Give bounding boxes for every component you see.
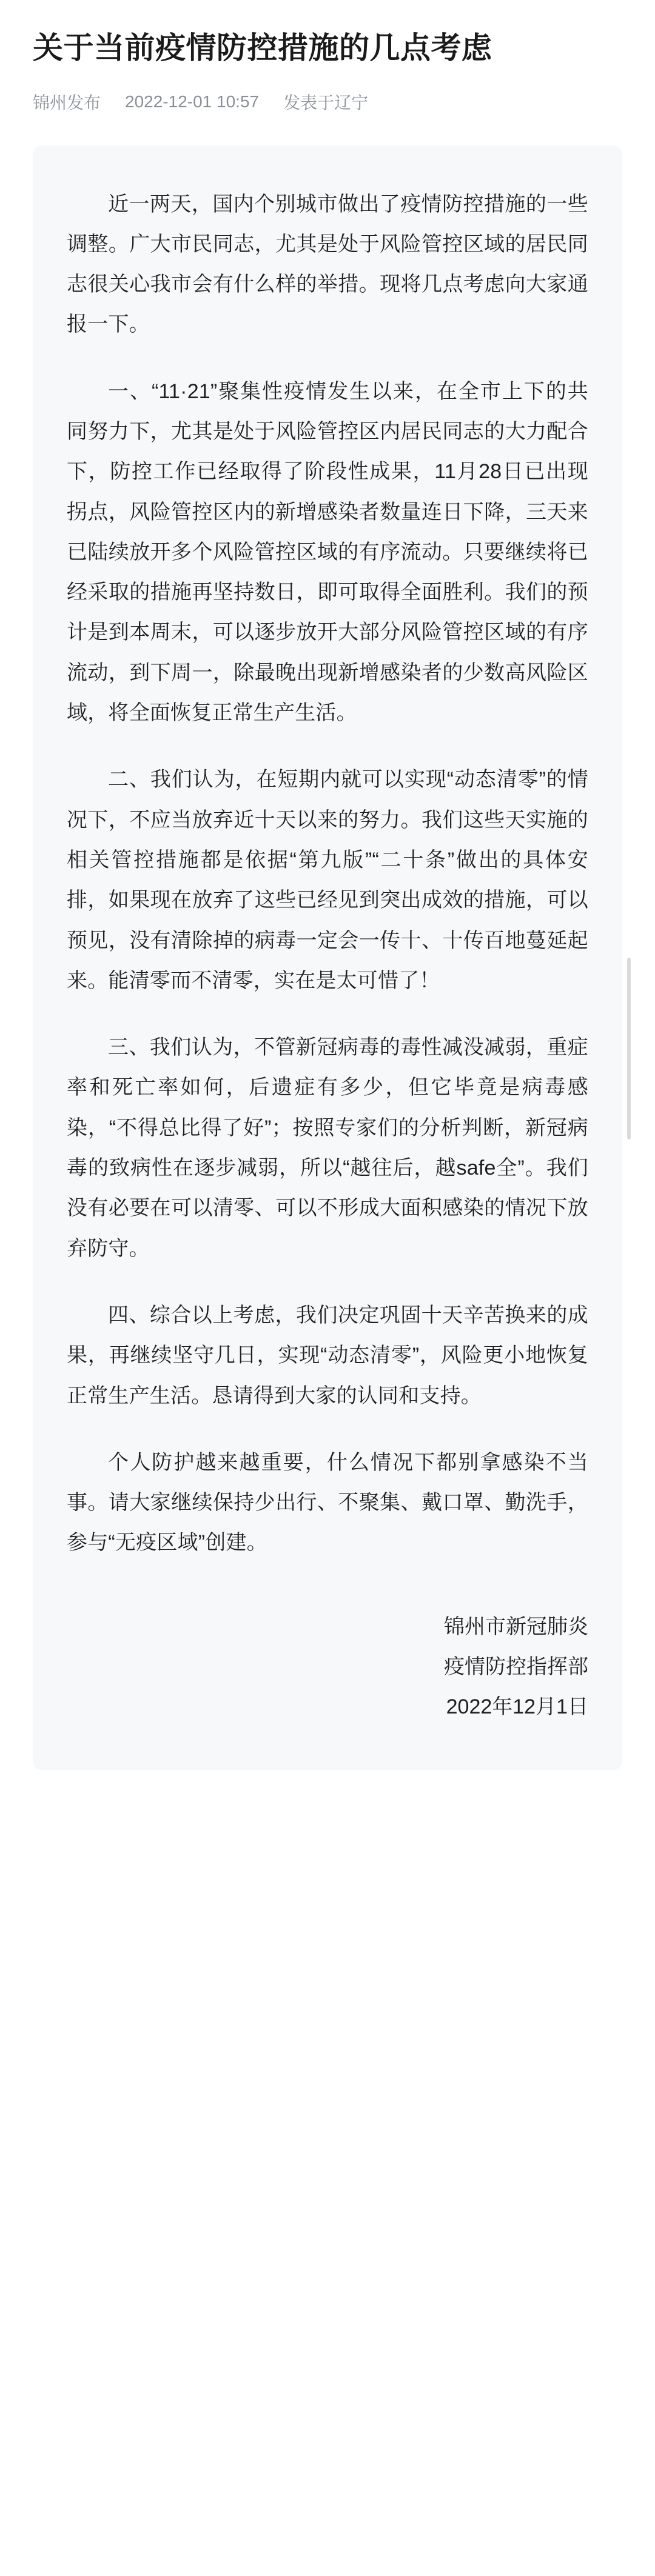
article-header (0, 0, 655, 114)
bottom-spacer (0, 1770, 655, 1806)
meta-date: 2022-12-01 10:57 (125, 92, 260, 111)
article-body-card (33, 145, 622, 1770)
article-meta (33, 90, 622, 114)
signature-line: 疫情防控指挥部 (444, 1655, 588, 1678)
article-paragraph: 二、我们认为，在短期内就可以实现“动态清零”的情况下，不应当放弃近十天以来的努力。我们这些天实施的相关管控措施都是依据“第九版”“二十条”做出的具体安排，如果现在放弃了这些已经见到突出成效的措施，可以预见，没有清除掉的病毒一定会一传十、十传百地蔓延起来。能清零而不清零，实在是太可惜了！ (67, 768, 588, 992)
page-title: 关于当前疫情防控措施的几点考虑 (33, 31, 492, 65)
signature-line: 锦州市新冠肺炎 (444, 1615, 588, 1638)
article-paragraph: 个人防护越来越重要，什么情况下都别拿感染不当事。请大家继续保持少出行、不聚集、戴口罩、勤洗手，参与“无疫区域”创建。 (67, 1450, 588, 1555)
article-signature (67, 1607, 588, 1727)
meta-source: 锦州发布 (33, 93, 101, 112)
article-paragraph: 一、“11·21”聚集性疫情发生以来，在全市上下的共同努力下，尤其是处于风险管控区内居民同志的大力配合下，防控工作已经取得了阶段性成果，11月28日已出现拐点，风险管控区内的新增感染者数量连日下降，三天来已陆续放开多个风险管控区域的有序流动。只要继续将已经采取的措施再坚持数日，即可取得全面胜利。我们的预计是到本周末，可以逐步放开大部分风险管控区域的有序流动，到下周一，除最晚出现新增感染者的少数高风险区域，将全面恢复正常生产生活。 (67, 379, 588, 725)
signature-line: 2022年12月1日 (446, 1695, 588, 1719)
scrollbar[interactable] (627, 958, 631, 1140)
article-paragraph: 三、我们认为，不管新冠病毒的毒性减没减弱，重症率和死亡率如何，后遗症有多少，但它毕竟是病毒感染，“不得总比得了好”；按照专家们的分析判断，新冠病毒的致病性在逐步减弱，所以“越往后，越safe全”。我们没有必要在可以清零、可以不形成大面积感染的情况下放弃防守。 (67, 1036, 588, 1260)
article-paragraph: 近一两天，国内个别城市做出了疫情防控措施的一些调整。广大市民同志，尤其是处于风险管控区域的居民同志很关心我市会有什么样的举措。现将几点考虑向大家通报一下。 (67, 192, 588, 336)
meta-location: 发表于辽宁 (283, 93, 369, 112)
article-paragraph: 四、综合以上考虑，我们决定巩固十天辛苦换来的成果，再继续坚守几日，实现“动态清零”，风险更小地恢复正常生产生活。恳请得到大家的认同和支持。 (67, 1303, 588, 1407)
